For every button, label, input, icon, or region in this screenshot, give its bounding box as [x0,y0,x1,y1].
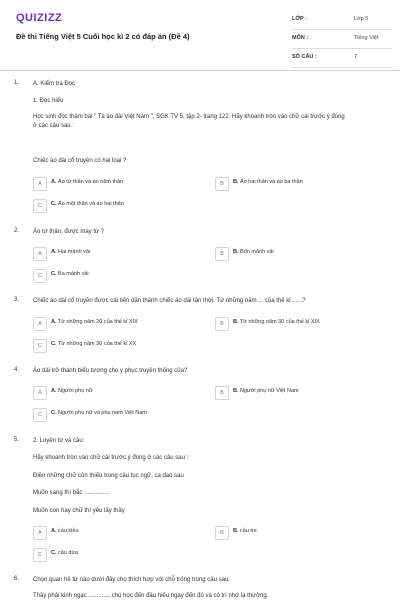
option-letter: A [33,177,47,191]
option-a[interactable] [33,247,203,261]
option-text: B. Áo hai thân và áo ba thân [233,179,303,185]
question-prompt: Chọn quan hệ từ nào dưới đây cho thích hợp với chỗ trống trong câu sau: [33,577,230,583]
option-letter: A [33,526,47,540]
option-c[interactable] [33,269,203,283]
subsection-heading: 1. Đọc hiểu [33,98,64,104]
option-text: C. Từ những năm 30 của thế kỉ XX [51,341,137,347]
option-letter: C [33,339,47,353]
option-letter: B [215,177,229,191]
option-b[interactable] [215,247,385,261]
option-c[interactable] [33,548,203,562]
question-prompt: Chiếc áo dài cổ truyền được cải tiến dần thành chiếc áo dài tân thời. Từ những năm ... của thế kỉ ......? [33,298,306,304]
option-letter: C [33,548,47,562]
option-text: A. cầu kiều [51,528,79,534]
option-c[interactable] [33,339,203,353]
option-b[interactable] [215,526,385,540]
option-a[interactable] [33,526,203,540]
meta-row-question-count [292,51,392,68]
page-title: Đề thi Tiếng Việt 5 Cuối học kì 2 có đáp án (Đề 4) [16,32,190,41]
section-heading: 2. Luyện từ và câu: [33,438,85,444]
question-intro: Học sinh đọc thầm bài " Tà áo dài Việt Nam ", SGK TV 5, tập 2- trang 122. Hãy khoanh tròn vào chữ cái trước ý đúng [33,114,345,120]
option-c[interactable] [33,408,203,422]
option-text: C. Áo một thân và áo hai thân [51,201,124,207]
question-prompt: Chiếc áo dài cổ truyền có hai loại ? [33,158,127,164]
option-text: B. Bốn mảnh vải [233,249,274,255]
option-a[interactable] [33,177,203,191]
meta-value: 7 [354,54,358,60]
option-letter: A [33,317,47,331]
option-text: B. cầu tre [233,528,257,534]
option-text: C. Ba mảnh vải [51,271,89,277]
meta-value: Lớp 5 [354,16,369,22]
meta-label: LỚP : [292,16,307,22]
option-letter: A [33,247,47,261]
option-text: B. Người phụ nữ Việt Nam [233,388,299,394]
option-letter: A [33,386,47,400]
option-b[interactable] [215,386,385,400]
meta-value: Tiếng Việt [354,35,379,41]
question-intro: ở các câu sau : [33,123,74,129]
meta-label: SỐ CÂU : [292,54,317,60]
meta-table [292,13,392,70]
meta-row-subject [292,32,392,49]
option-b[interactable] [215,317,385,331]
option-text: A. Người phụ nữ [51,388,93,394]
option-letter: B [215,386,229,400]
question-number: 4. [14,367,20,373]
section-heading: A. Kiểm tra Đọc [33,81,76,87]
meta-row-grade [292,13,392,30]
option-text: B. Từ những năm 30 của thế kỉ XIX [233,319,320,325]
question-prompt: Áo dài trở thành biểu tượng cho y phục truyền thống của? [33,368,188,374]
option-text: A. Hai mảnh vải [51,249,91,255]
question-line: Thầy phải kinh ngạc ............. chú học đến đâu hiểu ngay đến đó và có trí nhớ lạ thường. [33,593,269,599]
question-number: 6. [14,576,20,582]
question-prompt: Áo tứ thân, được may từ ? [33,229,105,235]
question-line: Điền những chữ còn thiếu trong câu tục ngữ, ca dao sau [33,473,184,479]
option-letter: B [215,247,229,261]
option-letter: C [33,408,47,422]
page-header [0,0,400,71]
option-letter: B [215,526,229,540]
question-line: Hãy khoanh tròn vào chữ cái trước ý đúng ở các câu sau : [33,455,189,461]
option-text: C. cầu dừa [51,550,79,556]
question-line: Muốn con hay chữ thì yêu lấy thầy [33,508,125,514]
option-a[interactable] [33,317,203,331]
option-text: C. Người phụ nữ và phụ nam Việt Nam [51,410,147,416]
option-letter: B [215,317,229,331]
option-text: A. Từ những năm 20 của thế kỉ XIX [51,319,138,325]
option-text: A. Áo tứ thân và áo năm thân [51,179,124,185]
question-number: 1. [14,80,20,86]
option-c[interactable] [33,199,203,213]
quizizz-logo: QUIZIZZ [16,12,63,24]
option-a[interactable] [33,386,203,400]
question-number: 2. [14,228,20,234]
option-letter: C [33,199,47,213]
question-number: 3. [14,297,20,303]
meta-label: MÔN : [292,35,309,41]
question-line: Muốn sang thì bắc ............... [33,490,110,496]
question-number: 5. [14,437,20,443]
option-letter: C [33,269,47,283]
option-b[interactable] [215,177,385,191]
